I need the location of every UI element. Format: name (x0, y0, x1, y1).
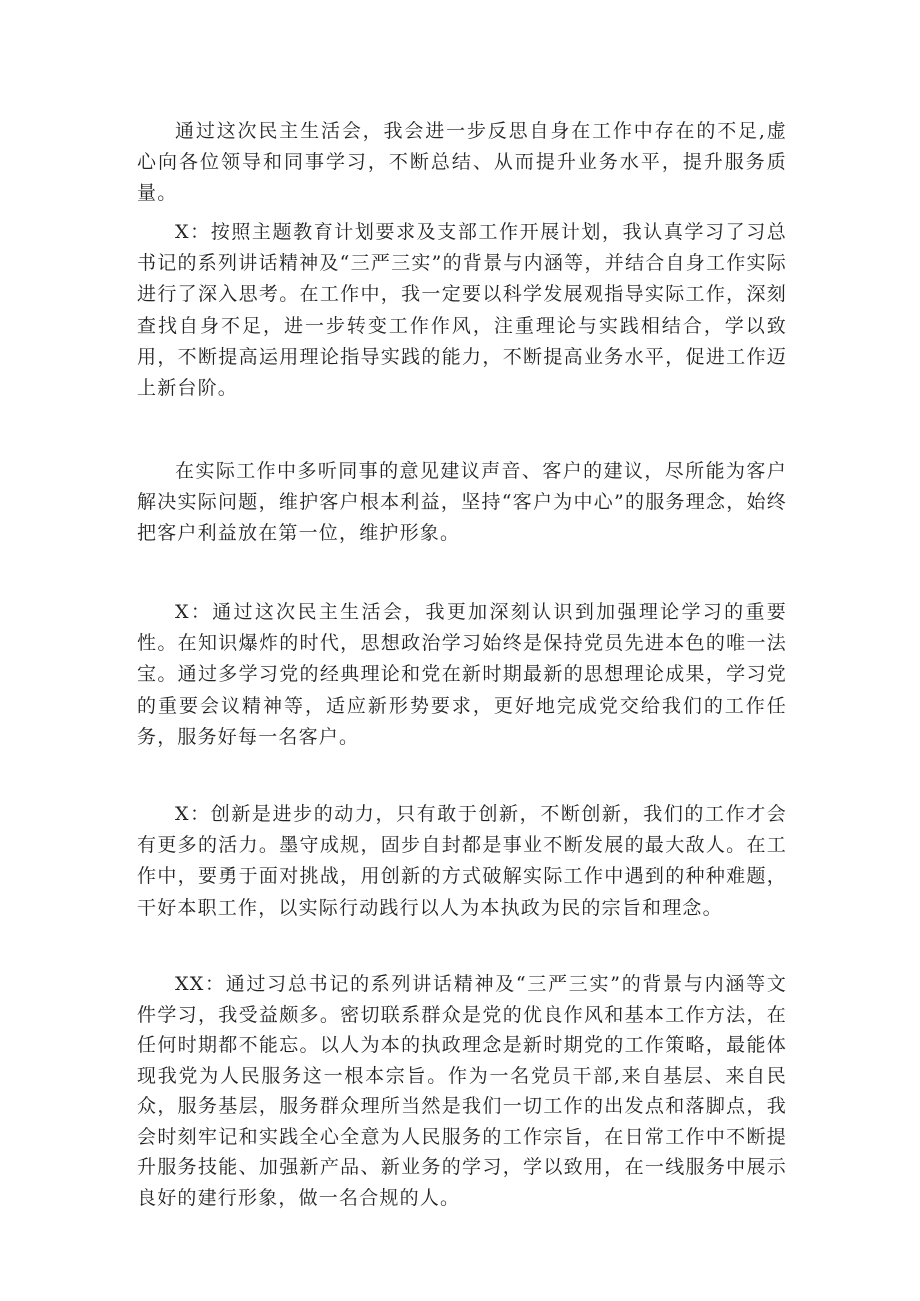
paragraph-4: X：通过这次民主生活会，我更加深刻认识到加强理论学习的重要性。在知识爆炸的时代，思想政治学习始终是保持党员先进本色的唯一法宝。通过多学习党的经典理论和党在新时期最新的思想理论成果，学习党的重要会议精神等，适应新形势要求，更好地完成党交给我们的工作任务，服务好每一名客户。 (137, 601, 787, 748)
paragraph-5: X：创新是进步的动力，只有敢于创新，不断创新，我们的工作才会有更多的活力。墨守成规，固步自封都是事业不断发展的最大敌人。在工作中，要勇于面对挑战，用创新的方式破解实际工作中遇到的种种难题，干好本职工作，以实际行动践行以人为本执政为民的宗旨和理念。 (137, 803, 787, 919)
paragraph-6: XX：通过习总书记的系列讲话精神及“三严三实”的背景与内涵等文件学习，我受益颇多。密切联系群众是党的优良作风和基本工作方法，在任何时期都不能忘。以人为本的执政理念是新时期党的工作策略，最能体现我党为人民服务这一根本宗旨。作为一名党员干部,来自基层、来自民众，服务基层，服务群众理所当然是我们一切工作的出发点和落脚点，我会时刻牢记和实践全心全意为人民服务的工作宗旨，在日常工作中不断提升服务技能、加强新产品、新业务的学习，学以致用，在一线服务中展示良好的建行形象，做一名合规的人。 (137, 973, 787, 1209)
paragraph-2: X：按照主题教育计划要求及支部工作开展计划，我认真学习了习总书记的系列讲话精神及“三严三实”的背景与内涵等，并结合自身工作实际进行了深入思考。在工作中，我一定要以科学发展观指导实际工作，深刻查找自身不足，进一步转变工作作风，注重理论与实践相结合，学以致用，不断提高运用理论指导实践的能力，不断提高业务水平，促进工作迈上新台阶。 (137, 221, 787, 400)
paragraph-3: 在实际工作中多听同事的意见建议声音、客户的建议，尽所能为客户解决实际问题，维护客户根本利益，坚持“客户为中心”的服务理念，始终把客户利益放在第一位，维护形象。 (137, 460, 787, 545)
paragraph-1: 通过这次民主生活会，我会进一步反思自身在工作中存在的不足,虚心向各位领导和同事学习，不断总结、从而提升业务水平，提升服务质量。 (137, 120, 787, 205)
